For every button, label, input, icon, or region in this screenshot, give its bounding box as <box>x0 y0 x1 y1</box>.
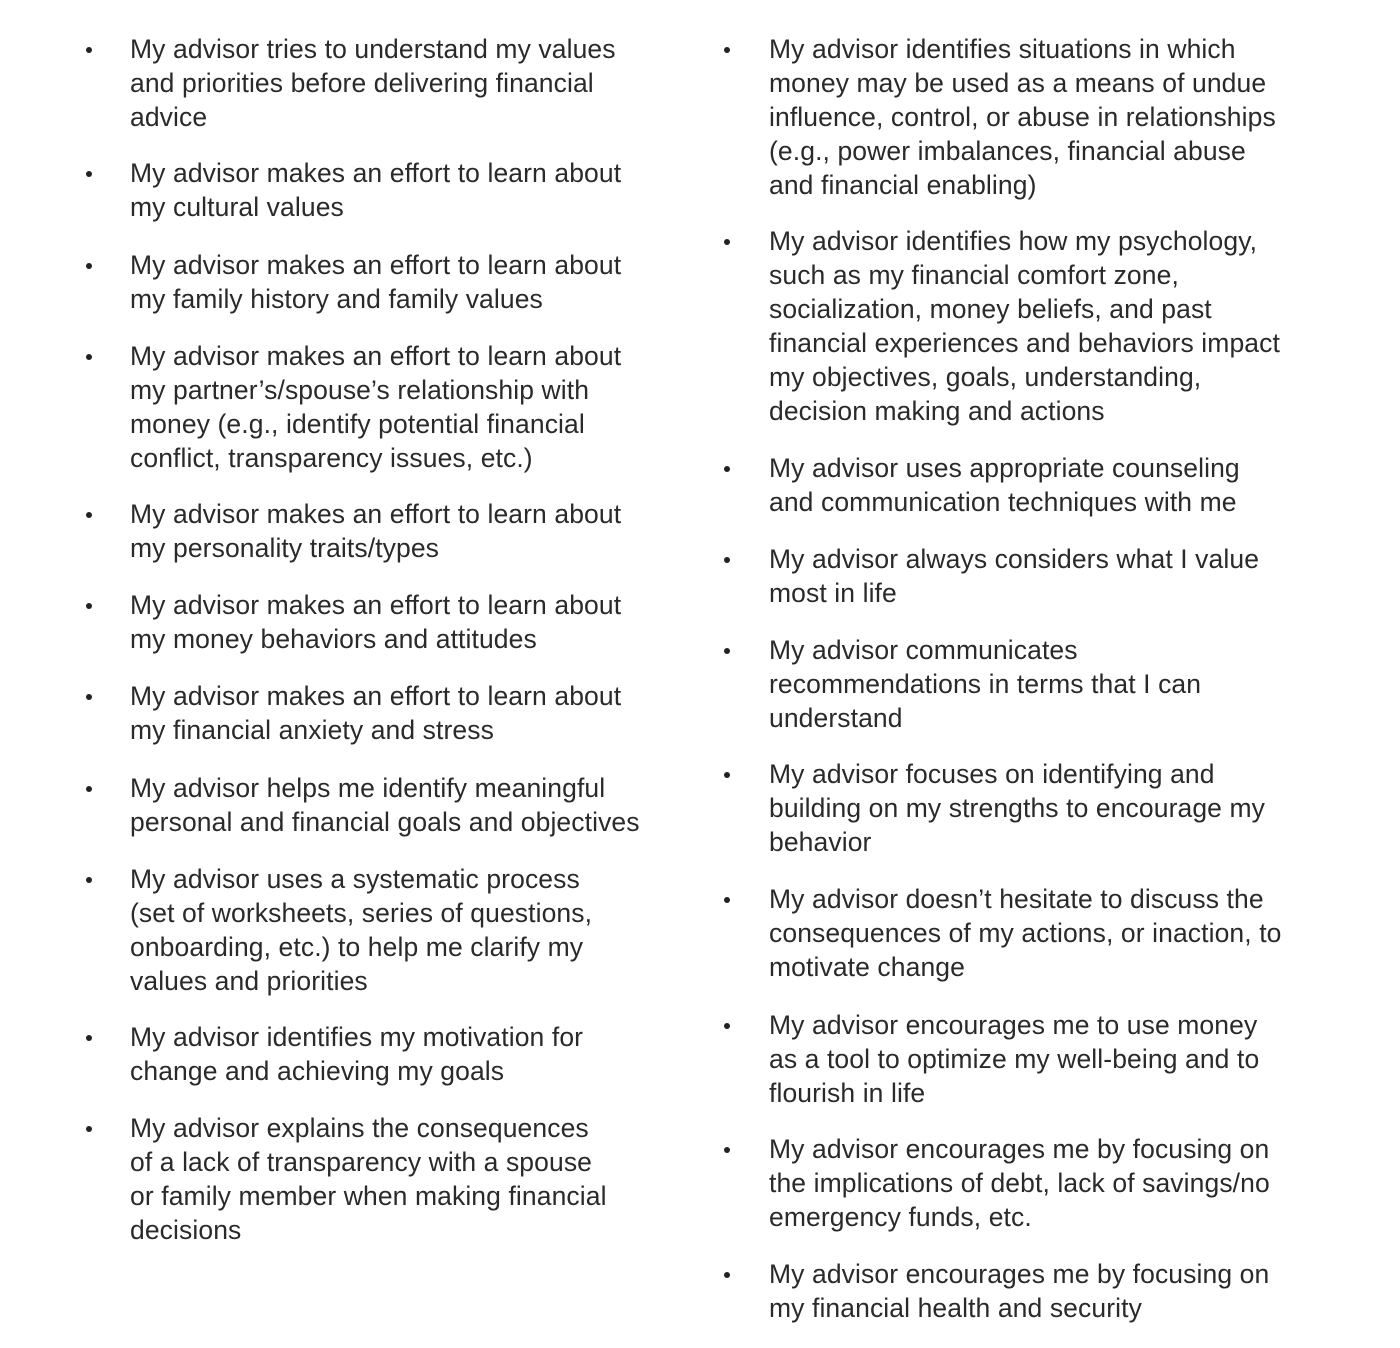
list-item-text: My advisor makes an effort to learn about my money behaviors and attitudes <box>130 590 622 654</box>
bullet-icon <box>86 877 92 883</box>
list-item-text: My advisor uses a systematic process (set of worksheets, series of questions, onboarding, etc.) to help me clarify my values and priorities <box>130 864 593 996</box>
list-item-text: My advisor doesn’t hesitate to discuss the consequences of my actions, or inaction, to motivate change <box>769 884 1282 982</box>
list-item-text: My advisor makes an effort to learn about my personality traits/types <box>130 499 622 563</box>
list-item-text: My advisor makes an effort to learn about my family history and family values <box>130 250 622 314</box>
bullet-icon <box>86 603 92 609</box>
bullet-icon <box>724 47 730 53</box>
bullet-icon <box>724 466 730 472</box>
bullet-icon <box>86 1035 92 1041</box>
bullet-icon <box>724 648 730 654</box>
list-item-text: My advisor tries to understand my values and priorities before delivering financial advice <box>130 34 616 132</box>
bullet-icon <box>724 772 730 778</box>
list-item-text: My advisor uses appropriate counseling and communication techniques with me <box>769 453 1240 517</box>
bullet-icon <box>86 47 92 53</box>
bullet-icon <box>724 1147 730 1153</box>
list-item-text: My advisor identifies situations in which money may be used as a means of undue influence, control, or abuse in relationships (e.g., power imbalances, financial abuse and financial enabling) <box>769 34 1276 200</box>
list-item-text: My advisor makes an effort to learn about my cultural values <box>130 158 622 222</box>
list-item-text: My advisor encourages me by focusing on the implications of debt, lack of savings/no emergency funds, etc. <box>769 1134 1270 1232</box>
list-item-text: My advisor explains the consequences of a lack of transparency with a spouse or family member when making financial decisions <box>130 1113 607 1245</box>
list-item-text: My advisor communicates recommendations in terms that I can understand <box>769 635 1202 733</box>
bullet-icon <box>724 897 730 903</box>
bullet-icon <box>86 1126 92 1132</box>
bullet-icon <box>86 694 92 700</box>
list-item-text: My advisor always considers what I value most in life <box>769 544 1260 608</box>
bullet-icon <box>724 557 730 563</box>
list-item-text: My advisor encourages me to use money as a tool to optimize my well-being and to flourish in life <box>769 1010 1260 1108</box>
bullet-icon <box>86 786 92 792</box>
list-item-text: My advisor makes an effort to learn about my partner’s/spouse’s relationship with money (e.g., identify potential financial conflict, transparency issues, etc.) <box>130 341 622 473</box>
bullet-icon <box>86 171 92 177</box>
list-item-text: My advisor makes an effort to learn about my financial anxiety and stress <box>130 681 622 745</box>
bullet-icon <box>724 1272 730 1278</box>
bullet-icon <box>86 354 92 360</box>
bullet-icon <box>724 1023 730 1029</box>
list-item-text: My advisor identifies my motivation for change and achieving my goals <box>130 1022 584 1086</box>
list-item-text: My advisor identifies how my psychology, such as my financial comfort zone, socialization, money beliefs, and past financial experiences and behaviors impact my objectives, goals, understanding, decision making and actions <box>769 226 1280 426</box>
list-item-text: My advisor helps me identify meaningful personal and financial goals and objectives <box>130 773 640 837</box>
bullet-icon <box>724 239 730 245</box>
list-item-text: My advisor encourages me by focusing on my financial health and security <box>769 1259 1270 1323</box>
bullet-icon <box>86 512 92 518</box>
bullet-icon <box>86 263 92 269</box>
list-item-text: My advisor focuses on identifying and building on my strengths to encourage my behavior <box>769 759 1265 857</box>
